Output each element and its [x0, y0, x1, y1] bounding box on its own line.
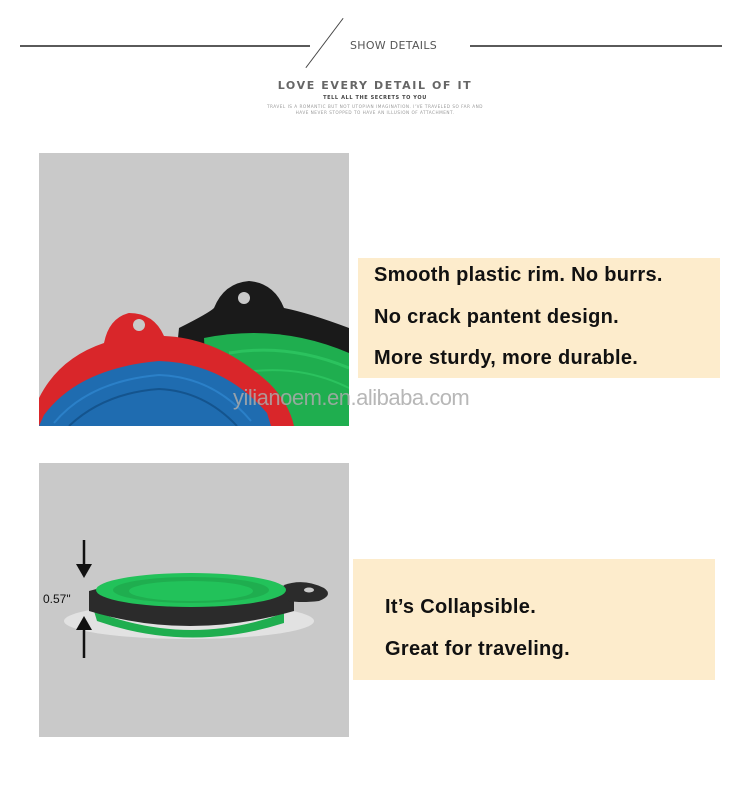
watermark: yilianoem.en.alibaba.com: [233, 385, 470, 410]
header-slash-decoration: [305, 18, 343, 68]
header-divider-left: [20, 45, 310, 47]
tagline: [0, 104, 750, 116]
tagline-line-2: HAVE NEVER STOPPED TO HAVE AN ILLUSION OF ATTACHMENT.: [295, 110, 455, 115]
feature-2-line-2: Great for traveling.: [385, 638, 570, 660]
feature-2-image: [39, 463, 349, 737]
page-title: LOVE EVERY DETAIL OF IT: [277, 79, 473, 92]
section-label: SHOW DETAILS: [350, 39, 438, 52]
feature-1-line-2: No crack pantent design.: [374, 306, 620, 328]
dimension-label: 0.57": [43, 592, 71, 606]
dimension-arrows: [74, 538, 94, 663]
feature-2-line-1: It’s Collapsible.: [385, 596, 537, 618]
feature-1-line-1: Smooth plastic rim. No burrs.: [374, 264, 663, 286]
feature-2-text-box: [353, 559, 715, 680]
page-subtitle: TELL ALL THE SECRETS TO YOU: [323, 95, 427, 101]
tagline-line-1: TRAVEL IS A ROMANTIC BUT NOT UTOPIAN IMAGINATION. I'VE TRAVELED SO FAR AND: [267, 104, 483, 109]
header-divider-right: [470, 45, 722, 47]
feature-1-line-3: More sturdy, more durable.: [374, 347, 639, 369]
feature-1-text-box: [358, 258, 720, 378]
